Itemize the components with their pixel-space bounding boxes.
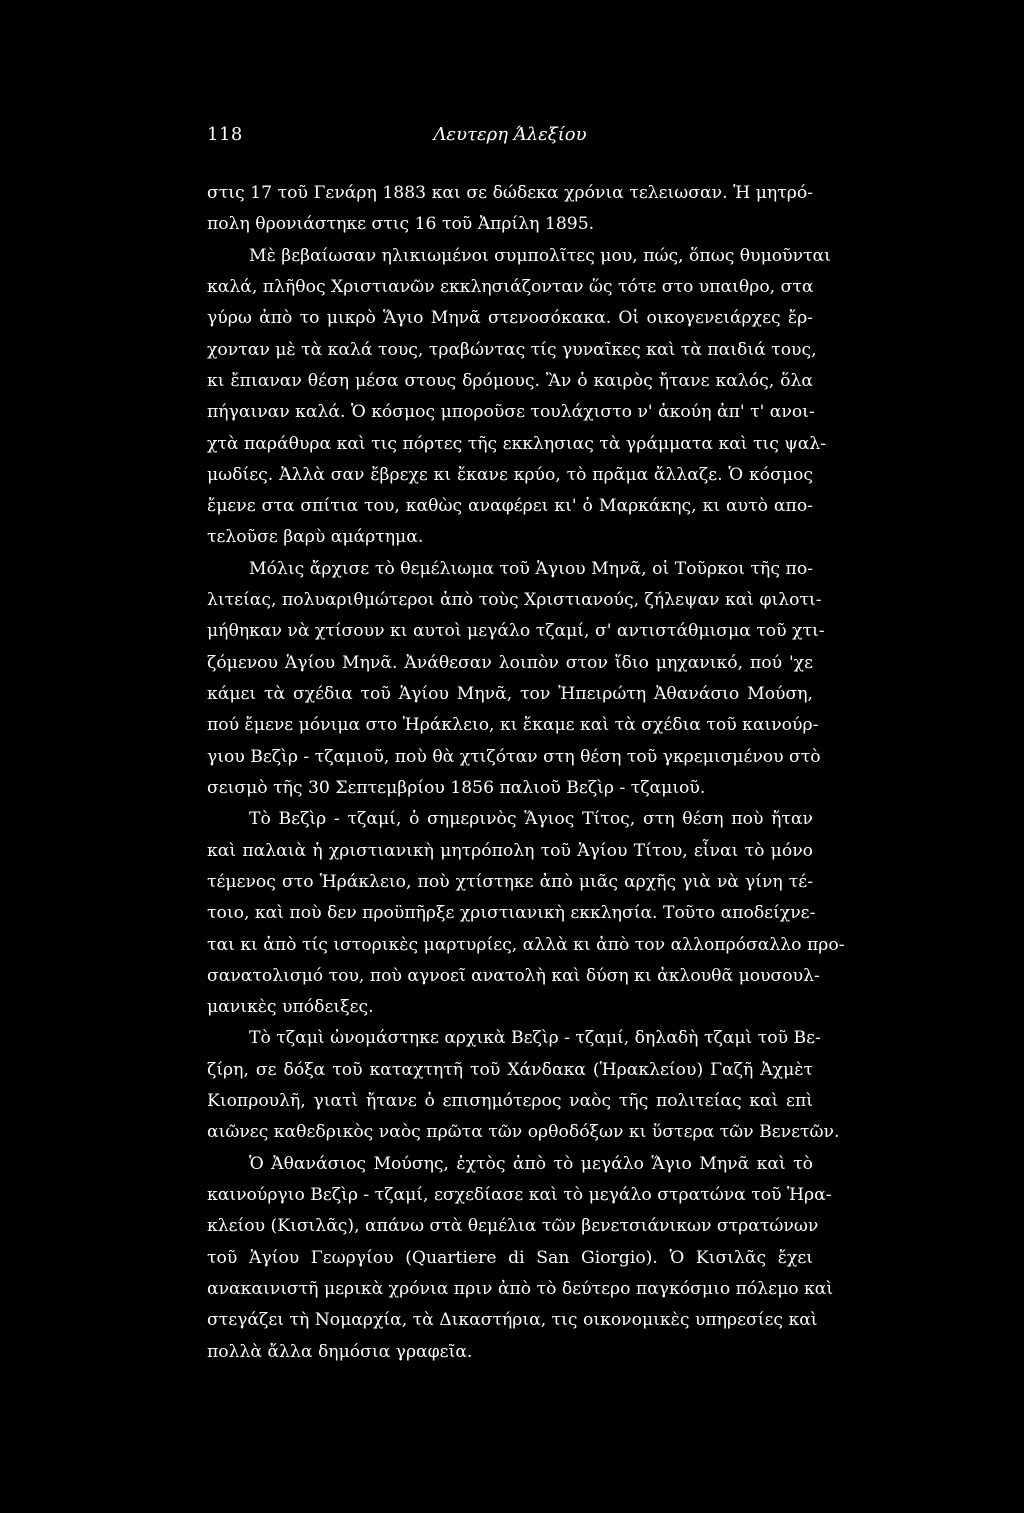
text-line: γιου Βεζὶρ - τζαμιοῦ, ποὺ θὰ χτιζόταν στη θέση τοῦ γκρεμισμένου στὸ (207, 746, 821, 767)
text-line: ζίρη, σε δόξα τοῦ καταχτητῆ τοῦ Χάνδακα (Ἡρακλείου) Γαζῆ Ἀχμὲτ (207, 1059, 813, 1080)
paragraph-start-line: Μὲ βεβαίωσαν ηλικιωμένοι συμπολῖτες μου, πώς, ὅπως θυμοῦνται (249, 245, 831, 266)
text-line: χονταν μὲ τὰ καλά τους, τραβώντας τίς γυναῖκες καὶ τὰ παιδιά τους, (207, 339, 817, 360)
text-line: σανατολισμό του, ποὺ αγνοεῖ ανατολὴ καὶ δύση κι ἀκλουθᾶ μουσουλ- (207, 965, 820, 986)
text-line: ανακαινιστῆ μερικὰ χρόνια πριν ἀπὸ τὸ δεύτερο παγκόσμιο πόλεμο καὶ (207, 1278, 834, 1299)
text-line: Κιοπρουλῆ, γιατὶ ἤτανε ὁ επισημότερος ναὸς τῆς πολιτείας καὶ επὶ (207, 1091, 813, 1112)
text-line: μήθηκαν νὰ χτίσουν κι αυτοὶ μεγάλο τζαμί, σ' αντιστάθμισμα τοῦ χτι- (207, 621, 825, 642)
text-line: κάμει τὰ σχέδια τοῦ Ἁγίου Μηνᾶ, τον Ἠπειρώτη Ἀθανάσιο Μούση, (207, 684, 813, 704)
running-head: Λευτερη Άλεξίου (433, 124, 587, 145)
text-line: τέμενος στο Ἡράκλειο, ποὺ χτίστηκε ἀπὸ μιᾶς αρχῆς γιὰ νὰ γίνη τέ- (207, 871, 813, 892)
body-text (207, 178, 845, 1368)
text-line: κλείου (Κισιλᾶς), απάνω στὰ θεμέλια τῶν βενετσιάνικων στρατώνων (207, 1216, 819, 1237)
text-line: κι ἔπιαναν θέση μέσα στους δρόμους. Ἂν ὁ καιρὸς ἤτανε καλός, ὅλα (207, 370, 813, 391)
text-line: πολη θρονιάστηκε στις 16 τοῦ Ἀπρίλη 1895. (207, 214, 595, 235)
text-line: μανικὲς υπόδειξες. (207, 997, 374, 1018)
paragraph-start-line: Ὁ Ἀθανάσιος Μούσης, ἐχτὸς ἀπὸ τὸ μεγάλο Ἅγιο Μηνᾶ καὶ τὸ (249, 1153, 813, 1174)
text-line: στεγάζει τὴ Νομαρχία, τὰ Δικαστήρια, τις οικονομικὲς υπηρεσίες καὶ (207, 1310, 818, 1331)
paragraph-start-line: Τὸ Βεζὶρ - τζαμί, ὁ σημερινὸς Ἅγιος Τίτος, στη θέση ποὺ ἤταν (249, 809, 813, 830)
page-header (207, 124, 813, 154)
text-line: πολλὰ ἄλλα δημόσια γραφεῖα. (207, 1341, 473, 1362)
text-line: σεισμὸ τῆς 30 Σεπτεμβρίου 1856 παλιοῦ Βεζὶρ - τζαμιοῦ. (207, 777, 706, 798)
text-line: τοῦ Ἁγίου Γεωργίου (Quartiere di San Giorgio). Ὁ Κισιλᾶς ἔχει (207, 1247, 813, 1268)
page-number: 118 (207, 124, 243, 145)
text-line: καινούργιο Βεζὶρ - τζαμί, εσχεδίασε καὶ τὸ μεγάλο στρατώνα τοῦ Ἡρα- (207, 1185, 832, 1205)
paragraph-start-line: Μόλις ἄρχισε τὸ θεμέλιωμα τοῦ Ἁγιου Μηνᾶ, οἱ Τοῦρκοι τῆς πο- (249, 558, 813, 579)
text-line: ἔμενε στα σπίτια του, καθὼς αναφέρει κι' ὁ Μαρκάκης, κι αυτὸ απο- (207, 496, 813, 517)
text-line: αιῶνες καθεδρικὸς ναὸς πρῶτα τῶν ορθοδόξων κι ὕστερα τῶν Βενετῶν. (207, 1122, 840, 1143)
text-line: τελοῦσε βαρὺ αμάρτημα. (207, 527, 424, 548)
text-line: ζόμενου Ἁγίου Μηνᾶ. Ἀνάθεσαν λοιπὸν στον ἴδιο μηχανικό, πού 'χε (207, 652, 813, 673)
text-line: μωδίες. Ἀλλὰ σαν ἔβρεχε κι ἔκανε κρύο, τὸ πρᾶμα ἄλλαζε. Ὁ κόσμος (207, 464, 813, 485)
paragraph-start-line: Τὸ τζαμὶ ὠνομάστηκε αρχικὰ Βεζὶρ - τζαμί, δηλαδὴ τζαμὶ τοῦ Βε- (249, 1028, 821, 1049)
text-line: χτὰ παράθυρα καὶ τις πόρτες τῆς εκκλησιας τὰ γράμματα καὶ τις ψαλ- (207, 433, 827, 454)
text-line: καὶ παλαιὰ ἡ χριστιανικὴ μητρόπολη τοῦ Ἁγίου Τίτου, εἶναι τὸ μόνο (207, 840, 813, 861)
text-line: ται κι ἀπὸ τίς ιστορικὲς μαρτυρίες, αλλὰ κι ἀπὸ τον αλλοπρόσαλλο προ- (207, 934, 845, 955)
text-line: στις 17 τοῦ Γενάρη 1883 και σε δώδεκα χρόνια τελειωσαν. Ἡ μητρό- (207, 183, 813, 203)
text-line: πήγαιναν καλά. Ὁ κόσμος μποροῦσε τουλάχιστο ν' ἀκούη ἀπ' τ' ανοι- (207, 402, 815, 423)
text-line: πού ἔμενε μόνιμα στο Ἡράκλειο, κι ἔκαμε καὶ τὰ σχέδια τοῦ καινούρ- (207, 715, 819, 736)
text-line: τοιο, καὶ ποὺ δεν προϋπῆρξε χριστιανικὴ εκκλησία. Τοῦτο αποδείχνε- (207, 903, 816, 924)
text-line: καλά, πλῆθος Χριστιανῶν εκκλησιάζονταν ὥς τότε στο υπαιθρο, στα (207, 276, 814, 297)
text-line: γύρω ἀπὸ το μικρὸ Ἅγιο Μηνᾶ στενοσόκακα. Οἱ οικογενειάρχες ἔρ- (207, 308, 813, 329)
text-line: λιτείας, πολυαριθμώτεροι ἀπὸ τοὺς Χριστιανούς, ζήλεψαν καὶ φιλοτι- (207, 590, 822, 611)
